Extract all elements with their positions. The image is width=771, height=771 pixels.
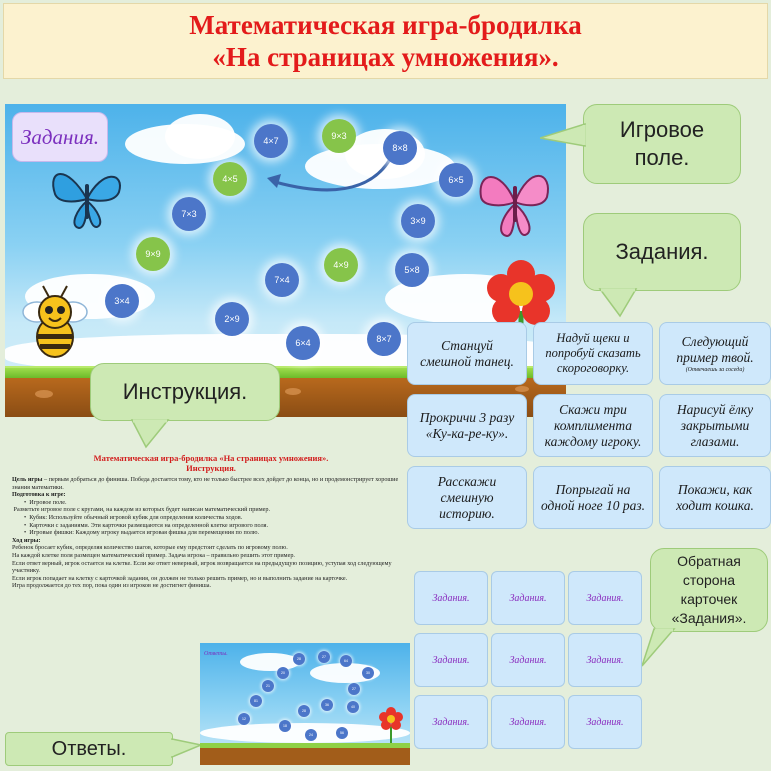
task-card (407, 322, 527, 385)
board-cell: 4×7 (254, 124, 288, 158)
card-back: Задания. (568, 695, 642, 749)
list-item: Если игрок попадает на клетку с карточкой задания, он должен не только решить пример, но и выполнить задание на карточке. (12, 574, 348, 582)
card-back: Задания. (414, 571, 488, 625)
callout-tail (640, 628, 680, 668)
callout-tasks: Задания. (583, 213, 741, 291)
answer-cell: 12 (238, 713, 250, 725)
answer-cell: 28 (293, 653, 305, 665)
answer-cell: 28 (298, 705, 310, 717)
callout-tail (540, 120, 586, 150)
callout-tail (171, 735, 203, 761)
board-cell: 7×3 (172, 197, 206, 231)
answer-cell: 36 (321, 699, 333, 711)
board-cell: 8×7 (367, 322, 401, 356)
card-back: Задания. (414, 633, 488, 687)
list-item: Разметьте игровое поле с кругами, на каждом из которых будет написан математический пример. (13, 506, 270, 514)
task-card (533, 322, 653, 385)
goal-text: – первым добраться до финиша. Победа достается тому, кто не только быстрее всех дойдет до конца, но и продемонстрирует хорошие знания математики. (12, 476, 399, 491)
list-item: Если ответ верный, игрок остается на клетке. Если же ответ неверный, игрок возвращается на предыдущую позицию, уступая ход следующему участнику. (12, 559, 392, 575)
butterfly-pink-icon (475, 162, 555, 242)
answer-cell: 81 (250, 695, 262, 707)
title-line-2: «На страницах умножения». (212, 42, 559, 72)
course-label: Ход игры: (12, 536, 41, 544)
callout-tail (130, 419, 170, 449)
instructions-subheading: Инструкция. (186, 463, 236, 473)
task-card (659, 322, 771, 385)
card-back: Задания. (491, 695, 565, 749)
board-cell: 8×8 (383, 131, 417, 165)
callout-tail (598, 288, 638, 318)
answer-cell: 24 (305, 729, 317, 741)
instructions-goal (12, 476, 410, 491)
board-cell: 4×5 (213, 162, 247, 196)
task-card (407, 394, 527, 457)
task-card-text: Станцуй смешной танец. (420, 337, 514, 369)
answer-cell: 30 (362, 667, 374, 679)
card-back: Задания. (568, 571, 642, 625)
list-item: Игра продолжается до тех пор, пока один из игроков не достигнет финиша. (12, 582, 212, 590)
prep-label: Подготовка к игре: (12, 491, 66, 499)
bee-icon (15, 282, 95, 362)
answer-cell: 20 (277, 667, 289, 679)
task-card-note: (Отвечаешь за соседа) (685, 366, 745, 373)
answer-cell: 56 (336, 727, 348, 739)
board-cell: 6×5 (439, 163, 473, 197)
answers-thumb-label: Ответы. (204, 651, 228, 657)
instructions-heading: Математическая игра-бродилка «На страницах умножения». (93, 453, 329, 463)
board-cell: 3×9 (401, 204, 435, 238)
board-cell: 9×3 (322, 119, 356, 153)
card-back: Задания. (414, 695, 488, 749)
task-card-text: Следующий пример твой. (676, 333, 754, 365)
board-cell: 2×9 (215, 302, 249, 336)
board-cell: 5×8 (395, 253, 429, 287)
callout-game-board: Игровое поле. (583, 104, 741, 184)
task-card-text: Нарисуй ёлку закрытыми глазами. (676, 401, 754, 449)
task-card-text: Прокричи 3 разу «Ку-ка-ре-ку». (419, 409, 515, 441)
task-card-text: Покажи, как ходит кошка. (676, 481, 754, 513)
list-item: Ребенок бросает кубик, определяя количество шагов, которые ему предстоит сделать по игровому полю. (12, 544, 288, 552)
card-back: Задания. (491, 571, 565, 625)
task-card (533, 394, 653, 457)
card-back: Задания. (491, 633, 565, 687)
task-card-text: Надуй щеки и попробуй сказать скороговорку. (545, 331, 641, 375)
answer-cell: 40 (347, 701, 359, 713)
list-item: На каждой клетке поля размещен математический пример. Задача игрока – правильно решить этот пример. (12, 551, 295, 559)
board-cell: 4×9 (324, 248, 358, 282)
board-tasks-label: Задания. (12, 112, 108, 162)
callout-card-back: Обратная сторона карточек «Задания». (650, 548, 768, 632)
answer-cell: 27 (348, 683, 360, 695)
task-card (407, 466, 527, 529)
butterfly-blue-icon (47, 164, 127, 234)
callout-answers: Ответы. (5, 732, 173, 766)
title-line-1: Математическая игра-бродилка (189, 10, 582, 40)
title-banner (3, 3, 768, 79)
task-card (533, 466, 653, 529)
list-item: • Кубик: Используйте обычный игровой кубик для определения количества ходов. (24, 513, 243, 521)
list-item: • Игровые фишки: Каждому игроку выдается игровая фишка для перемещения по полю. (24, 529, 260, 537)
list-item: • Игровое поле. (24, 498, 67, 506)
task-card (659, 466, 771, 529)
task-card-text: Попрыгай на одной ноге 10 раз. (540, 481, 646, 513)
task-card-text: Скажи три комплимента каждому игроку. (544, 401, 642, 449)
answer-cell: 27 (318, 651, 330, 663)
board-cell: 7×4 (265, 263, 299, 297)
callout-instructions: Инструкция. (90, 363, 280, 421)
answer-cell: 64 (340, 655, 352, 667)
task-card-text: Расскажи смешную историю. (437, 473, 497, 521)
board-cell: 9×9 (136, 237, 170, 271)
board-cell: 6×4 (286, 326, 320, 360)
goal-label: Цель игры (12, 476, 43, 483)
answer-cell: 18 (279, 720, 291, 732)
task-card (659, 394, 771, 457)
board-cell: 3×4 (105, 284, 139, 318)
answer-cell: 21 (262, 680, 274, 692)
card-back: Задания. (568, 633, 642, 687)
answers-thumbnail (200, 643, 410, 765)
list-item: • Карточки с заданиями. Эти карточки размещаются на определенной клетке игрового поля. (24, 521, 269, 529)
instructions-document (12, 453, 410, 643)
